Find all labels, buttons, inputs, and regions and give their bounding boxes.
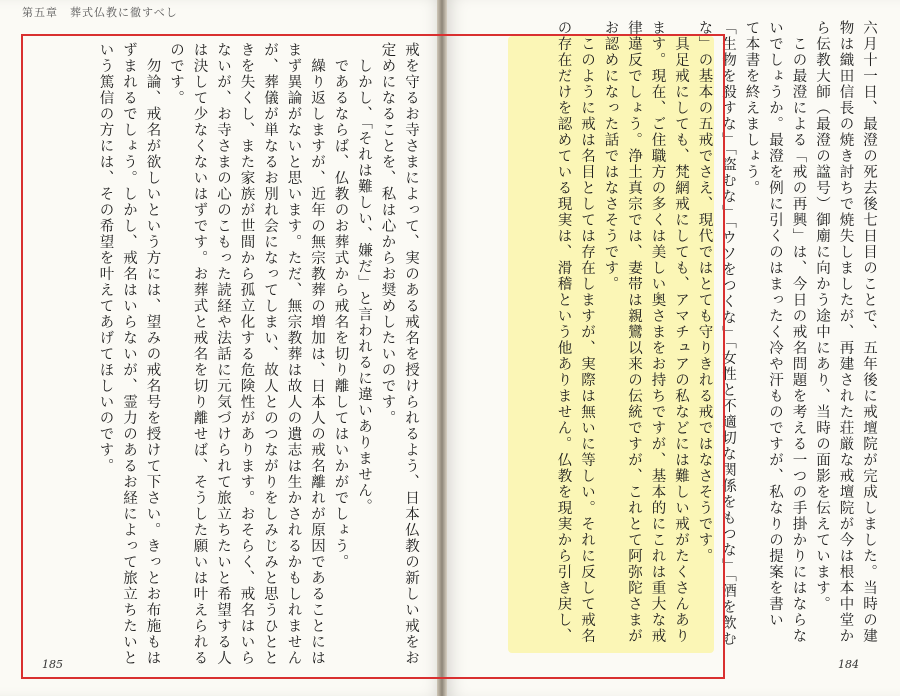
text-line: ずまれるでしょう。しかし、戒名はいらないが、霊力のあるお経によって旅立ちたいと — [121, 42, 137, 666]
text-line: いう篤信の方には、その希望を叶えてあげてほしいのです。 — [97, 42, 114, 474]
text-line: きを失くし、また家族が世間から孤立化する危険性があります。おそらく、戒名はいら — [238, 42, 255, 666]
text-line: 「生物を殺すな」「盗むな」「ウソをつくな」「女性と不適切な関係をもつな」「酒を飲む — [720, 20, 736, 647]
selection-box — [21, 34, 725, 679]
text-line: のです。 — [168, 42, 184, 106]
text-line: 戒を守るお寺さまによって、実のある戒名を授けられるよう、日本仏教の新しい戒をお — [403, 42, 419, 666]
text-line: しかし、「それは難しい、嫌だ」と言われるに違いありません。 — [356, 42, 372, 515]
text-line: ないが、お寺さまの心のこもった読経や法話に元気づけられて旅立ちたいと希望する人 — [215, 42, 231, 666]
text-line: 繰り返しますが、近年の無宗教葬の増加は、日本人の戒名離れが原因であることには — [309, 42, 325, 666]
text-line: まず異論がないと思います。ただ、無宗教葬は故人の遺志は生かされるかもしれません — [285, 42, 302, 666]
text-line: て本書を終えましょう。 — [743, 20, 760, 196]
text-line: は決して少なくないはずです。お葬式と戒名を切り離せば、そうした願いは叶えられる — [191, 42, 208, 666]
page-number-left: 185 — [42, 658, 63, 671]
text-line: いでしょうか。最澄を例に引くのはまったく冷や汗ものですが、私なりの提案を書い — [767, 20, 783, 628]
text-line: お認めになった話ではなさそうです。 — [602, 20, 619, 292]
text-line: であるならば、仏教のお葬式から戒名を切り離してはいかがでしょう。 — [332, 42, 349, 570]
text-line: この最澄による「戒の再興」は、今日の戒名問題を考える一つの手掛かりにはならな — [790, 20, 807, 644]
page-number-right: 184 — [838, 658, 859, 671]
text-line: 勿論、戒名が欲しいという方には、望みの戒名号を授けて下さい。きっとお布施もは — [144, 42, 161, 666]
text-line: 物は織田信長の焼き討ちで焼失しましたが、再建された荘厳な戒壇院が今は根本中堂か — [837, 20, 854, 644]
text-line: な」の基本の五戒でさえ、現代ではとても守りきれる戒ではなさそうです。 — [696, 20, 713, 564]
text-line: 六月十一日、最澄の死去後七日目のことで、五年後に戒壇院が完成しました。当時の建 — [861, 20, 877, 644]
text-line: 定めになることを、私は心からお奨めしたいのです。 — [379, 42, 396, 426]
text-line: 律違反でしょう。浄土真宗では、妻帯は親鸞以来の伝統ですが、これとて阿弥陀さまが — [626, 20, 642, 644]
text-line: ら伝教大師（最澄の諡号）御廟に向かう途中にあり、当時の面影を伝えています。 — [814, 20, 830, 612]
text-line: の存在だけを認めている現実は、滑稽という他ありません。仏教を現実から引き戻し、 — [555, 20, 572, 644]
chapter-header: 第五章 葬式仏教に徹すべし — [22, 6, 178, 19]
text-line: が、葬儀が単なるお別れ会になってしまい、故人とのつながりをしみじみと思うひとと — [262, 42, 278, 666]
text-line: ます。現在、ご住職方の多くは美しい奥さまをお持ちですが、基本的にこれは重大な戒 — [649, 20, 666, 644]
text-line: このように戒は名目としては存在しますが、実際は無いに等しい。それに反して戒名 — [579, 20, 595, 644]
text-line: 具足戒にしても、梵網戒にしても、アマチュアの私などには難しい戒がたくさんあり — [673, 20, 689, 644]
